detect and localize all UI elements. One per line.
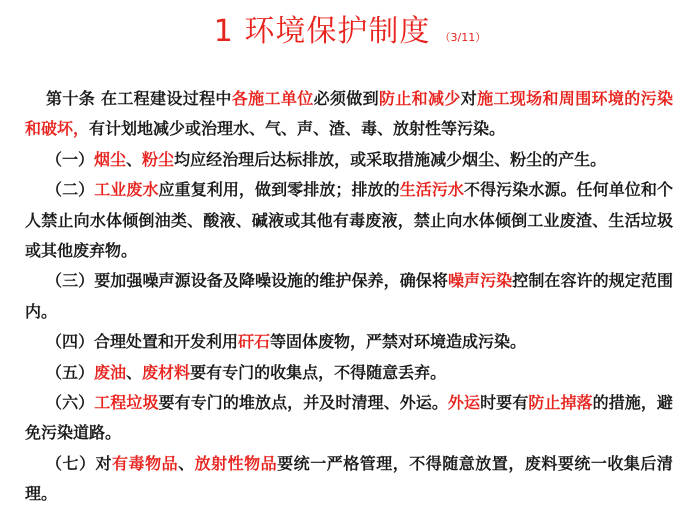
body-text: 有计划地减少或治理水、气、声、渣、毒、放射性等污染。 bbox=[89, 119, 506, 139]
body-text: 不得污染水源。任何单位和个人禁止向水体倾倒油类、酸液、碱液或其他有毒废液，禁止向水体倾倒工业废渣、生活垃圾或其他废弃物。 bbox=[25, 180, 673, 261]
highlighted-text: 施工现场和周围环境的污染和破坏， bbox=[25, 89, 673, 139]
body-text: 均应经治理后达标排放，或采取措施减少烟尘、粉尘的产生。 bbox=[174, 149, 607, 169]
highlighted-text: 有毒物品 bbox=[112, 453, 179, 473]
highlighted-text: 烟尘 bbox=[94, 149, 127, 169]
body-text: 应重复利用，做到零排放；排放的 bbox=[158, 180, 400, 200]
body-text: （四）合理处置和开发利用 bbox=[46, 332, 239, 352]
body-text: 要有专门的收集点，不得随意丢弃。 bbox=[190, 362, 447, 382]
highlighted-text: 工业废水 bbox=[94, 180, 159, 200]
highlighted-text: 外运 bbox=[447, 393, 481, 413]
highlighted-text: 矸石 bbox=[238, 332, 271, 352]
page-indicator: （3/11） bbox=[439, 31, 487, 44]
paragraph bbox=[25, 388, 673, 449]
highlighted-text: 废材料 bbox=[142, 362, 191, 382]
body-text: 第十条 在工程建设过程中 bbox=[46, 89, 232, 108]
highlighted-text: 工程垃圾 bbox=[94, 393, 159, 413]
highlighted-text: 防止和减少 bbox=[378, 89, 461, 108]
highlighted-text: 各施工单位 bbox=[231, 89, 314, 108]
highlighted-text: 粉尘 bbox=[142, 149, 175, 169]
body-text: 等固体废物，严禁对环境造成污染。 bbox=[270, 332, 527, 352]
paragraph bbox=[25, 266, 673, 327]
paragraph bbox=[25, 175, 673, 266]
body-text: 的措施，避免污染道路。 bbox=[25, 393, 673, 443]
paragraph bbox=[25, 449, 673, 510]
paragraph bbox=[25, 84, 673, 145]
body-text: 、 bbox=[126, 362, 143, 382]
slide-body bbox=[25, 84, 673, 510]
highlighted-text: 废油 bbox=[94, 362, 127, 382]
body-text: （一） bbox=[46, 149, 95, 169]
body-text: （七）对 bbox=[46, 453, 113, 473]
body-text: （二） bbox=[46, 180, 95, 200]
slide-title-block bbox=[0, 6, 700, 50]
body-text: 必须做到 bbox=[313, 89, 379, 108]
highlighted-text: 生活污水 bbox=[399, 180, 465, 200]
paragraph bbox=[25, 145, 673, 175]
body-text: （五） bbox=[46, 362, 95, 382]
slide-title: 1 环境保护制度 bbox=[213, 14, 431, 49]
body-text: （六） bbox=[46, 393, 95, 413]
body-text: 、 bbox=[178, 453, 195, 473]
highlighted-text: 噪声污染 bbox=[447, 271, 513, 291]
body-text: 对 bbox=[460, 89, 478, 108]
body-text: 、 bbox=[126, 149, 143, 169]
body-text: 要统一严格管理，不得随意放置，废料要统一收集后清理。 bbox=[25, 453, 673, 504]
body-text: 要有专门的堆放点，并及时清理、外运。 bbox=[158, 393, 448, 413]
body-text: （三）要加强噪声源设备及降噪设施的维护保养，确保将 bbox=[46, 271, 448, 291]
highlighted-text: 放射性物品 bbox=[194, 453, 278, 473]
paragraph bbox=[25, 358, 673, 388]
body-text: 时要有 bbox=[480, 393, 529, 413]
body-text: 控制在容许的规定范围内。 bbox=[25, 271, 673, 321]
paragraph bbox=[25, 327, 673, 357]
highlighted-text: 防止掉落 bbox=[528, 393, 593, 413]
